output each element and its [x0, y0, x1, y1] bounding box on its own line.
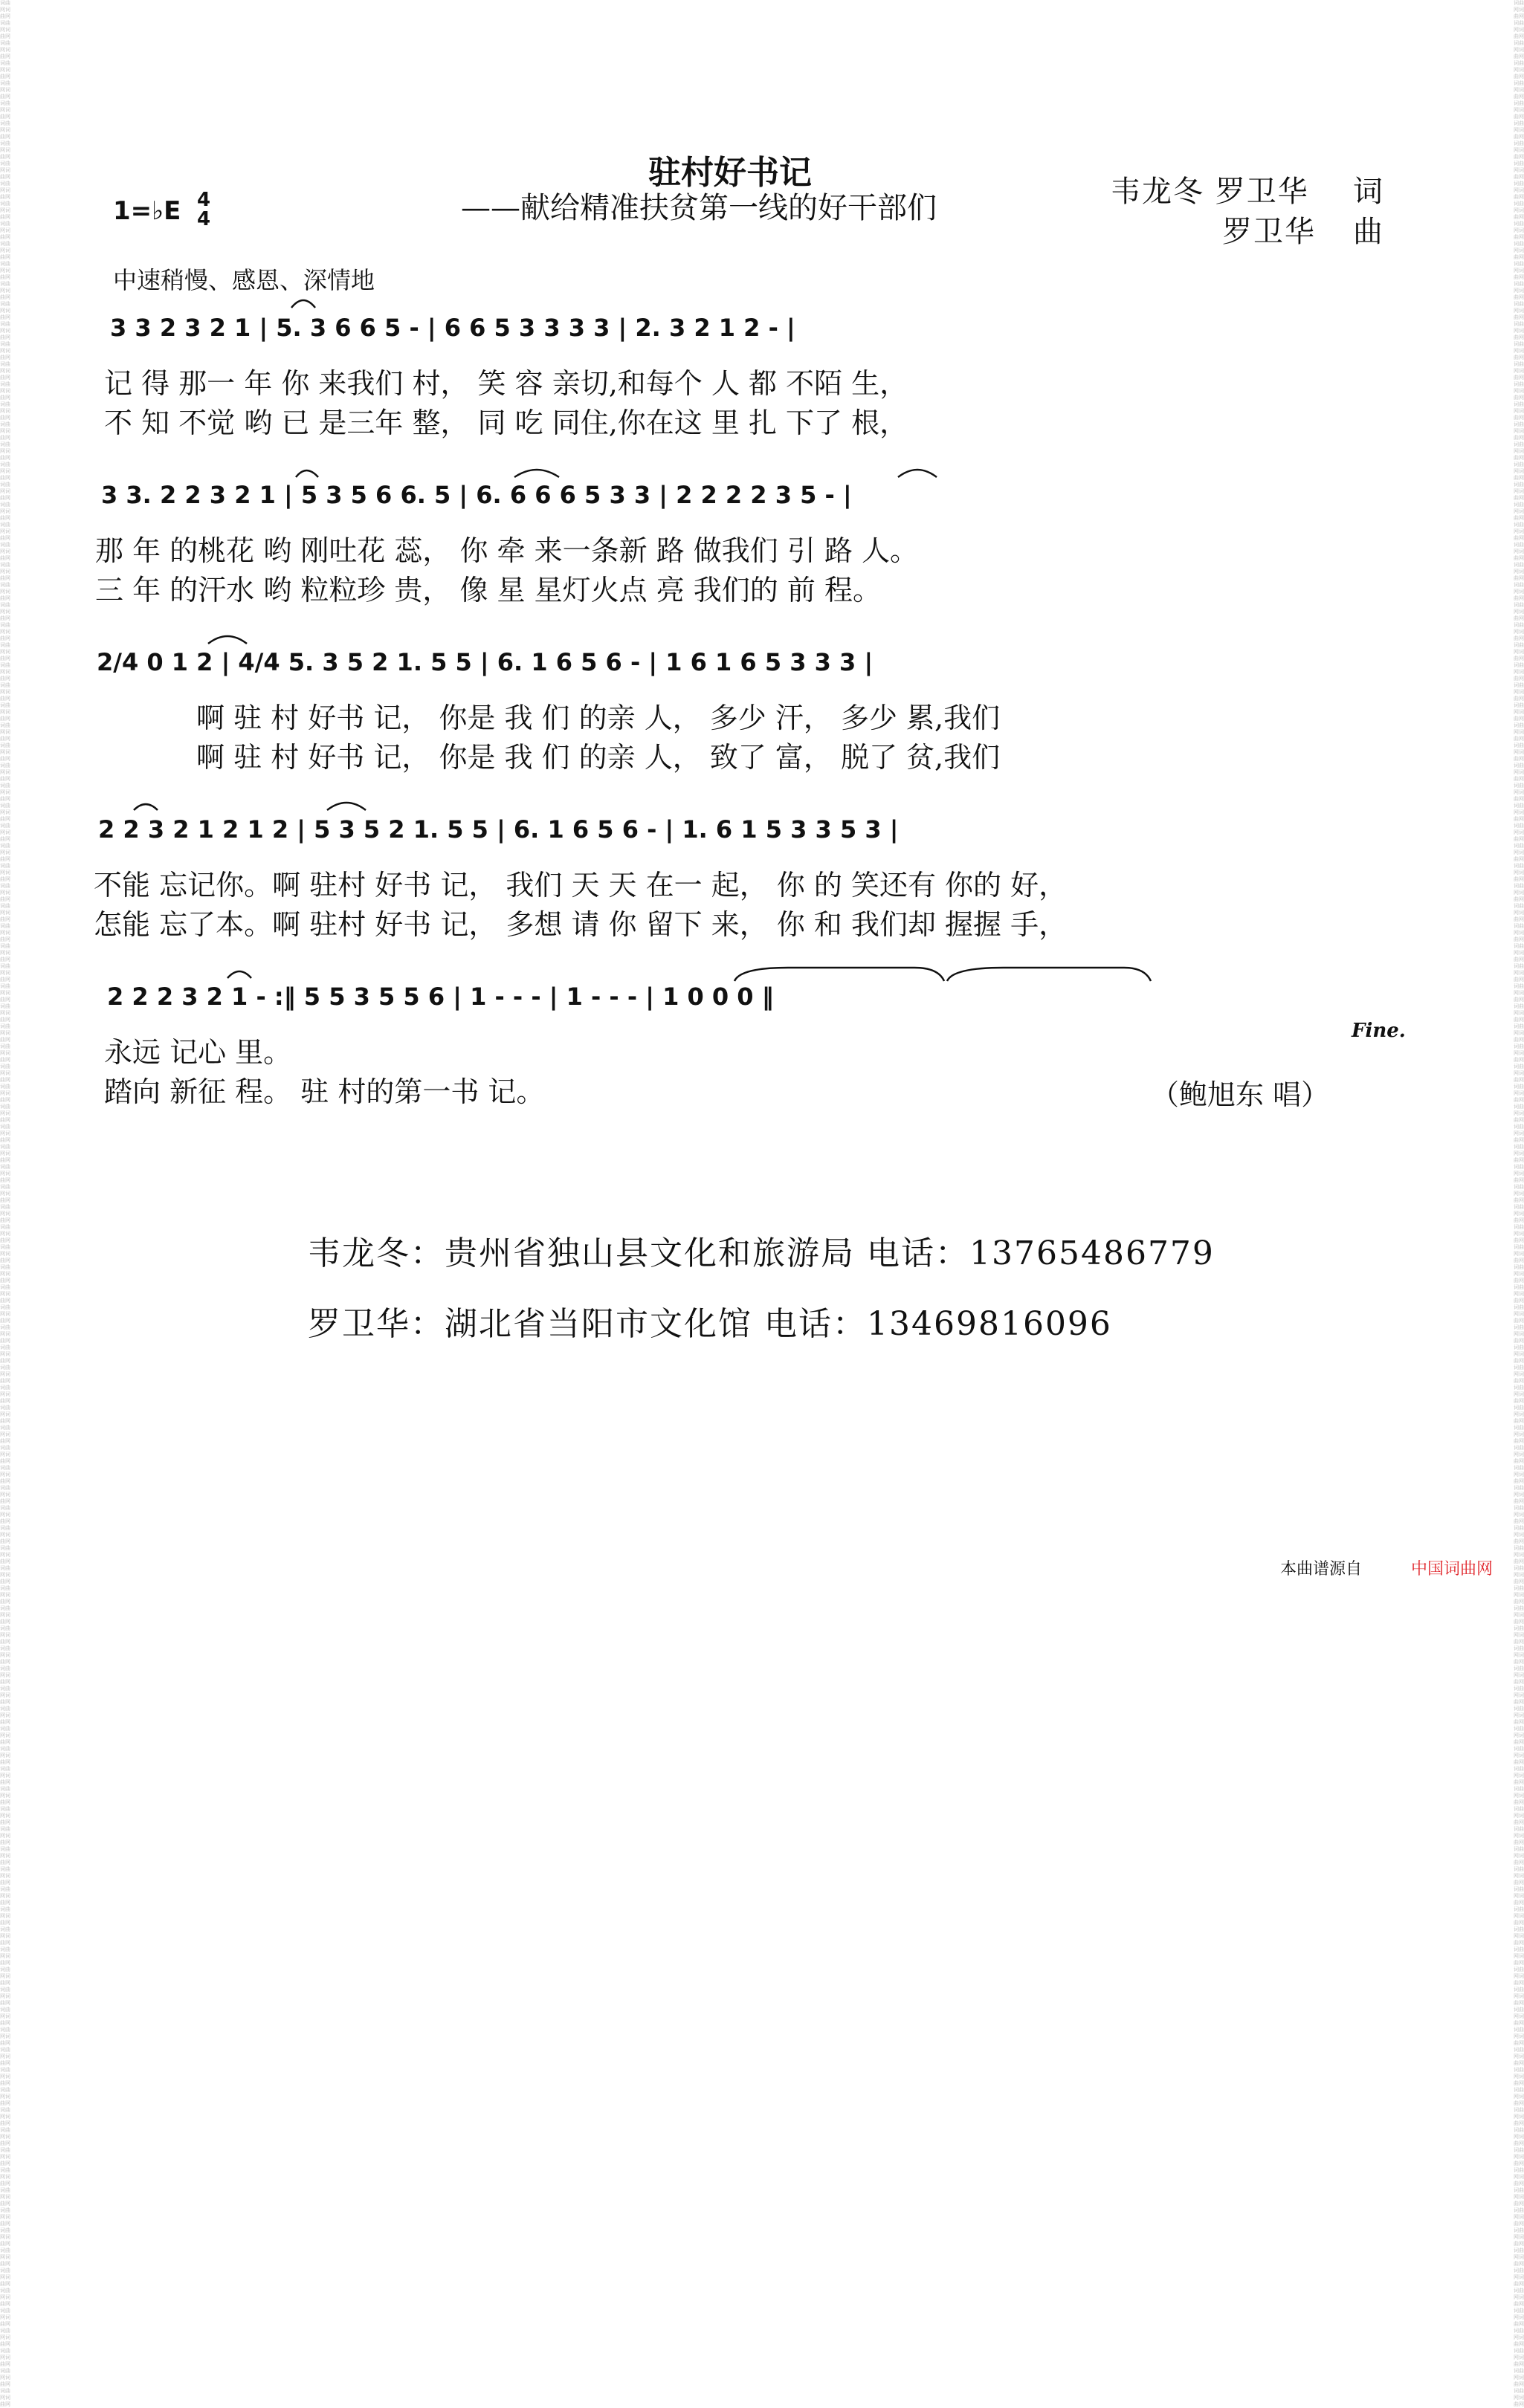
notation-line-4: 2 2 3 2 1 2 1 2 | 5 3 5 2 1. 5 5 | 6. 1 6 5 6 - | 1. 6 1 5 3 3 5 3 | [98, 815, 899, 844]
slur-arc [296, 470, 318, 477]
lyric-line-4-verse-1: 不能 忘记你。啊 驻村 好书 记， 我们 天 天 在一 起， 你 的 笑还有 你的 好， [94, 869, 1068, 902]
lyric-line-1-verse-1: 记 得 那一 年 你 来我们 村， 笑 容 亲切,和每个 人 都 不陌 生， [104, 367, 908, 400]
time-signature-bottom: 4 [196, 208, 211, 230]
time-signature-top: 4 [196, 189, 211, 211]
right-watermark-band: 词曲网词曲网词曲网词曲网词曲网词曲网词曲网词曲网词曲网词曲网词曲网词曲网词曲网词曲网词曲网词曲网词曲网词曲网词曲网词曲网词曲网词曲网词曲网词曲网词曲网词曲网词曲网词曲网词曲网词曲网词曲网词曲网词曲网词曲网词曲网词曲网词曲网词曲网词曲网词曲网词曲网词曲网词曲网词曲网词曲网词曲网词曲网词曲网词曲网词曲网词曲网词曲网词曲网词曲网词曲网词曲网词曲网词曲网词曲网词曲网词曲网词曲网词曲网词曲网词曲网词曲网词曲网词曲网词曲网词曲网词曲网词曲网词曲网词曲网词曲网词曲网词曲网词曲网词曲网词曲网词曲网词曲网词曲网词曲网词曲网词曲网词曲网词曲网词曲网词曲网词曲网词曲网词曲网词曲网词曲网词曲网词曲网词曲网词曲网词曲网词曲网词曲网词曲网词曲网词曲网词曲网词曲网词曲网词曲网词曲网词曲网词曲网词曲网词曲网词曲网词曲网词曲网词曲网词曲网词曲网词曲网词曲网词曲网词曲网词曲网词曲网词曲网词曲网词曲网词曲网词曲网词曲网词曲网词曲网词曲网词曲网词曲网词曲网词曲网词曲网词曲网词曲网词曲网词曲网词曲网词曲网词曲网词曲网词曲网词曲网词曲网词曲网词曲网词曲网词曲网词曲网词曲网词曲网词曲网词曲网词曲网词曲网词曲网词曲网词曲网词曲网词曲网词曲网词曲网词曲网词曲网词曲网词曲网词曲网词曲网词曲网词曲网词曲网词曲网词曲网词曲网词曲网词曲网词曲网词曲网词曲网词曲网词曲网词曲网词曲网词曲网词曲网词曲网词曲网词曲网词曲网词曲网词曲网词曲网词曲网词曲网词曲网词曲网词曲网词曲网词曲网词曲网词曲网词曲网词曲网词曲网词曲网词曲网词曲网词曲网词曲网词曲网词曲网词曲网词曲网词曲网词曲网词曲网词曲网词曲网词曲网词曲网词曲网词曲网词曲网词曲网词曲网词曲网词曲网词曲网词曲网词曲网词曲网词曲网词曲网 [1514, 0, 1524, 2407]
lyric-line-5-verse-1: 永远 记心 里。 [104, 1036, 292, 1069]
lyric-line-2-verse-2: 三 年 的汗水 哟 粒粒珍 贵， 像 星 星灯火点 亮 我们的 前 程。 [95, 574, 881, 606]
lyric-line-1-verse-2: 不 知 不觉 哟 已 是三年 整， 同 吃 同住,你在这 里 扎 下了 根， [104, 407, 908, 439]
contact-line-1: 韦龙冬：贵州省独山县文化和旅游局 电话：13765486779 [308, 1234, 1215, 1272]
source-site-link[interactable]: 中国词曲网 [1411, 1560, 1494, 1579]
left-watermark-band: 词曲网词曲网词曲网词曲网词曲网词曲网词曲网词曲网词曲网词曲网词曲网词曲网词曲网词曲网词曲网词曲网词曲网词曲网词曲网词曲网词曲网词曲网词曲网词曲网词曲网词曲网词曲网词曲网词曲网词曲网词曲网词曲网词曲网词曲网词曲网词曲网词曲网词曲网词曲网词曲网词曲网词曲网词曲网词曲网词曲网词曲网词曲网词曲网词曲网词曲网词曲网词曲网词曲网词曲网词曲网词曲网词曲网词曲网词曲网词曲网词曲网词曲网词曲网词曲网词曲网词曲网词曲网词曲网词曲网词曲网词曲网词曲网词曲网词曲网词曲网词曲网词曲网词曲网词曲网词曲网词曲网词曲网词曲网词曲网词曲网词曲网词曲网词曲网词曲网词曲网词曲网词曲网词曲网词曲网词曲网词曲网词曲网词曲网词曲网词曲网词曲网词曲网词曲网词曲网词曲网词曲网词曲网词曲网词曲网词曲网词曲网词曲网词曲网词曲网词曲网词曲网词曲网词曲网词曲网词曲网词曲网词曲网词曲网词曲网词曲网词曲网词曲网词曲网词曲网词曲网词曲网词曲网词曲网词曲网词曲网词曲网词曲网词曲网词曲网词曲网词曲网词曲网词曲网词曲网词曲网词曲网词曲网词曲网词曲网词曲网词曲网词曲网词曲网词曲网词曲网词曲网词曲网词曲网词曲网词曲网词曲网词曲网词曲网词曲网词曲网词曲网词曲网词曲网词曲网词曲网词曲网词曲网词曲网词曲网词曲网词曲网词曲网词曲网词曲网词曲网词曲网词曲网词曲网词曲网词曲网词曲网词曲网词曲网词曲网词曲网词曲网词曲网词曲网词曲网词曲网词曲网词曲网词曲网词曲网词曲网词曲网词曲网词曲网词曲网词曲网词曲网词曲网词曲网词曲网词曲网词曲网词曲网词曲网词曲网词曲网词曲网词曲网词曲网词曲网词曲网词曲网词曲网词曲网词曲网词曲网词曲网词曲网词曲网词曲网词曲网词曲网词曲网词曲网词曲网词曲网词曲网词曲网词曲网词曲网词曲网 [0, 0, 10, 2407]
music-label: 曲 [1353, 215, 1384, 249]
contact-line-2: 罗卫华：湖北省当阳市文化馆 电话：13469816096 [308, 1305, 1112, 1343]
slur-arc [947, 968, 1151, 981]
lyric-line-5-verse-2: 踏向 新征 程。 驻 村的第一书 记。 [104, 1075, 545, 1108]
notation-line-2: 3 3. 2 2 3 2 1 | 5 3 5 6 6. 5 | 6. 6 6 6 5 3 3 | 2 2 2 2 3 5 - | [101, 481, 852, 509]
lyric-line-3-verse-1: 啊 驻 村 好书 记， 你是 我 们 的亲 人， 多少 汗， 多少 累,我们 [196, 702, 1001, 734]
notation-line-5: 2 2 2 3 2 1 - :‖ 5 5 3 5 5 6 | 1 - - - | 1 - - - | 1 0 0 0 ‖ [107, 983, 774, 1011]
lyric-line-4-verse-2: 怎能 忘了本。啊 驻村 好书 记， 多想 请 你 留下 来， 你 和 我们却 握握 手， [94, 908, 1068, 941]
tempo-marking: 中速稍慢、感恩、深情地 [113, 266, 375, 294]
lyricists: 韦龙冬 罗卫华 [1111, 175, 1309, 209]
slur-arc [291, 300, 315, 308]
singer-credit: （鲍旭东 唱） [1151, 1078, 1330, 1111]
slur-arc [327, 803, 366, 810]
composer: 罗卫华 [1222, 215, 1316, 249]
fine-marking: Fine. [1352, 1020, 1406, 1042]
page-subtitle: ——献给精准扶贫第一线的好干部们 [461, 191, 937, 225]
lyrics-label: 词 [1353, 175, 1384, 209]
slur-arc [134, 804, 158, 810]
slur-arc [898, 470, 937, 477]
notation-line-3: 2/4 0 1 2 | 4/4 5. 3 5 2 1. 5 5 | 6. 1 6 5 6 - | 1 6 1 6 5 3 3 3 | [97, 648, 874, 676]
notation-line-1: 3 3 2 3 2 1 | 5. 3 6 6 5 - | 6 6 5 3 3 3 3 | 2. 3 2 1 2 - | [110, 314, 795, 342]
slur-arc [208, 636, 247, 644]
slur-arc [514, 470, 559, 477]
lyric-line-3-verse-2: 啊 驻 村 好书 记， 你是 我 们 的亲 人， 致了 富， 脱了 贫,我们 [196, 741, 1001, 774]
lyric-line-2-verse-1: 那 年 的桃花 哟 刚吐花 蕊， 你 牵 来一条新 路 做我们 引 路 人。 [95, 534, 919, 567]
slur-arc [227, 971, 251, 978]
slur-arc [734, 968, 944, 981]
page-title: 驻村好书记 [648, 154, 812, 192]
key-signature: 1=♭E [113, 196, 181, 226]
source-prefix: 本曲谱源自 [1280, 1560, 1363, 1579]
